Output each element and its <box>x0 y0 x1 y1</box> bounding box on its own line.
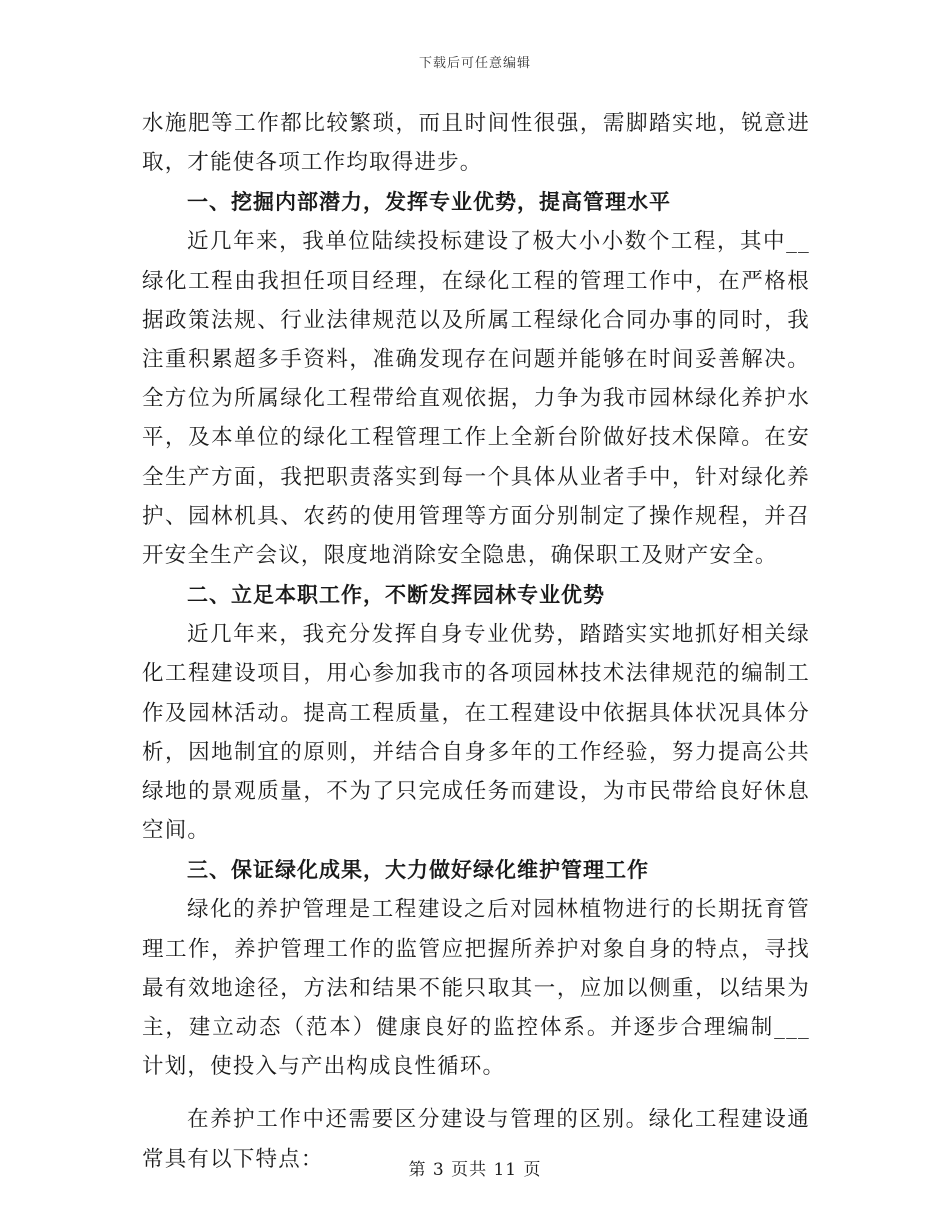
document-body <box>142 104 810 1179</box>
paragraph-section-3: 绿化的养护管理是工程建设之后对园林植物进行的长期抚育管理工作，养护管理工作的监管应把握所养护对象自身的特点，寻找最有效地途径，方法和结果不能只取其一，应加以侧重，以结果为主，建立动态（范本）健康良好的监控体系。并逐步合理编制___计划，使投入与产出构成良性循环。 <box>142 897 810 1080</box>
page-header: 下载后可任意编辑 <box>418 56 531 71</box>
paragraph-section-2: 近几年来，我充分发挥自身专业优势，踏踏实实地抓好相关绿化工程建设项目，用心参加我市的各项园林技术法律规范的编制工作及园林活动。提高工程质量，在工程建设中依据具体状况具体分析，因地制宜的原则，并结合自身多年的工作经验，努力提高公共绿地的景观质量，不为了只完成任务而建设，为市民带给良好休息空间。 <box>142 622 810 844</box>
section-heading-2: 二、立足本职工作，不断发挥园林专业优势 <box>187 583 605 608</box>
section-heading-1: 一、挖掘内部潜力，发挥专业优势，提高管理水平 <box>187 190 671 215</box>
paragraph-continued: 水施肥等工作都比较繁琐，而且时间性很强，需脚踏实地，锐意进取，才能使各项工作均取得进步。 <box>142 111 810 176</box>
section-heading-3: 三、保证绿化成果，大力做好绿化维护管理工作 <box>187 858 649 883</box>
paragraph-maintenance: 在养护工作中还需要区分建设与管理的区别。绿化工程建设通常具有以下特点： <box>142 1107 810 1172</box>
paragraph-section-1: 近几年来，我单位陆续投标建设了极大小小数个工程，其中__绿化工程由我担任项目经理，在绿化工程的管理工作中，在严格根据政策法规、行业法律规范以及所属工程绿化合同办事的同时，我注重积累超多手资料，准确发现存在问题并能够在时间妥善解决。全方位为所属绿化工程带给直观依据，力争为我市园林绿化养护水平，及本单位的绿化工程管理工作上全新台阶做好技术保障。在安全生产方面，我把职责落实到每一个具体从业者手中，针对绿化养护、园林机具、农药的使用管理等方面分别制定了操作规程，并召开安全生产会议，限度地消除安全隐患，确保职工及财产安全。 <box>142 229 810 569</box>
page-number: 第 3 页共 11 页 <box>408 1160 542 1180</box>
